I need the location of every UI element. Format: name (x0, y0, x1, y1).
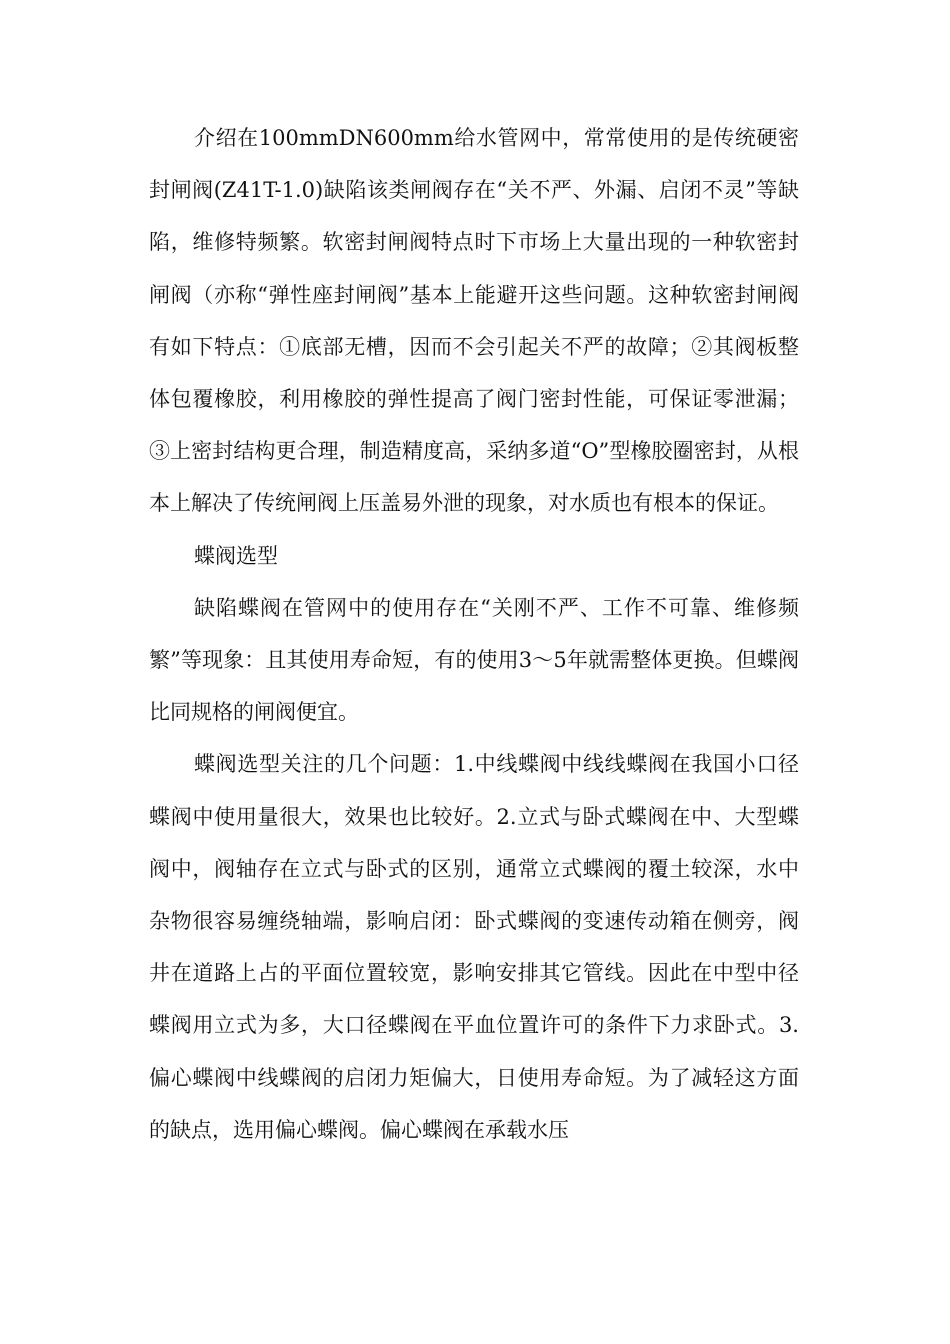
document-body (149, 112, 799, 1156)
paragraph-butterfly-valve-defects: 缺陷蝶阀在管网中的使用存在“关刚不严、工作不可靠、维修频繁”等现象：且其使用寿命短，有的使用3～5年就需整体更换。但蝶阀比同规格的闸阀便宜。 (149, 595, 799, 725)
paragraph-soft-seal-gate-valve: 介绍在100mmDN600mm给水管网中，常常使用的是传统硬密封闸阀(Z41T-1.0)缺陷该类闸阀存在“关不严、外漏、启闭不灵”等缺陷，维修特频繁。软密封闸阀特点时下市场上大量出现的一种软密封闸阀（亦称“弹性座封闸阀”基本上能避开这些问题。这种软密封闸阀有如下特点：①底部无槽，因而不会引起关不严的故障；②其阀板整体包覆橡胶，利用橡胶的弹性提高了阀门密封性能，可保证零泄漏；③上密封结构更合理，制造精度高，采纳多道“O”型橡胶圈密封，从根本上解决了传统闸阀上压盖易外泄的现象，对水质也有根本的保证。 (149, 126, 799, 516)
paragraph-butterfly-valve-selection-issues: 蝶阀选型关注的几个问题：1.中线蝶阀中线线蝶阀在我国小口径蝶阀中使用量很大，效果也比较好。2.立式与卧式蝶阀在中、大型蝶阀中，阀轴存在立式与卧式的区别，通常立式蝶阀的覆土较深，水中杂物很容易缠绕轴端，影响启闭：卧式蝶阀的变速传动箱在侧旁，阀井在道路上占的平面位置较宽，影响安排其它管线。因此在中型中径蝶阀用立式为多，大口径蝶阀在平血位置许可的条件下力求卧式。3.偏心蝶阀中线蝶阀的启闭力矩偏大，日使用寿命短。为了减轻这方面的缺点，选用偏心蝶阀。偏心蝶阀在承载水压 (149, 752, 799, 1142)
section-heading-butterfly-valve-selection: 蝶阀选型 (194, 543, 278, 568)
